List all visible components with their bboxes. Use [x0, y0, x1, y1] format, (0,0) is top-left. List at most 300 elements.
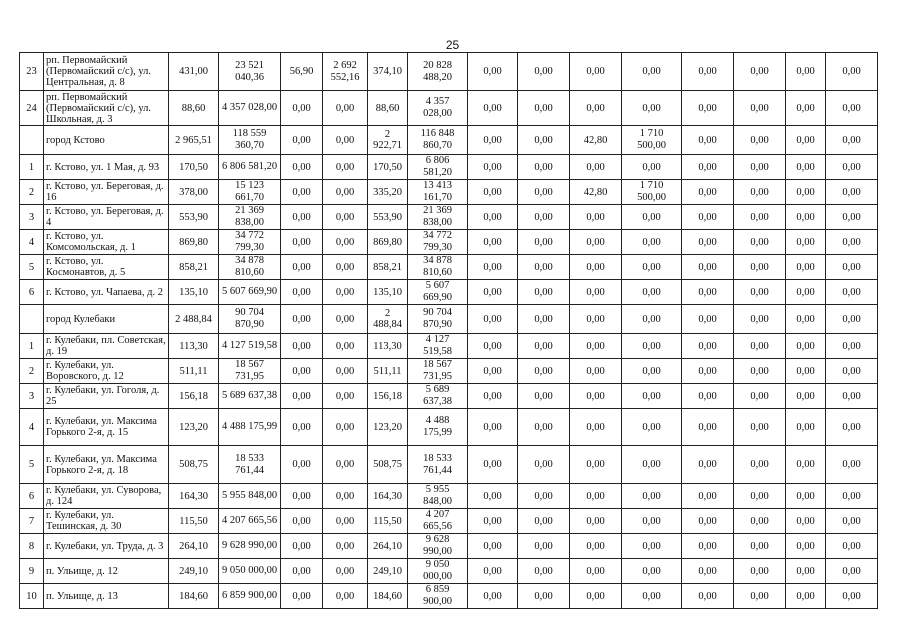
value-cell: 0,00 [570, 484, 622, 509]
row-number-cell: 3 [20, 205, 44, 230]
housing-registry-table [19, 52, 878, 609]
value-cell: 113,30 [368, 334, 408, 359]
value-cell: 0,00 [281, 255, 323, 280]
value-cell: 5 955 848,00 [408, 484, 468, 509]
value-cell: 508,75 [368, 446, 408, 484]
table-row [20, 280, 878, 305]
value-cell: 0,00 [323, 359, 368, 384]
value-cell: 0,00 [826, 305, 878, 334]
value-cell: 15 123 661,70 [219, 180, 281, 205]
table-row [20, 53, 878, 91]
value-cell: 0,00 [518, 409, 570, 446]
value-cell: 0,00 [826, 509, 878, 534]
value-cell: 0,00 [468, 255, 518, 280]
value-cell: 0,00 [826, 91, 878, 126]
value-cell: 0,00 [826, 559, 878, 584]
value-cell: 13 413 161,70 [408, 180, 468, 205]
value-cell: 164,30 [368, 484, 408, 509]
value-cell: 0,00 [281, 155, 323, 180]
value-cell: 0,00 [622, 509, 682, 534]
value-cell: 0,00 [622, 484, 682, 509]
address-cell: г. Кстово, ул. Чапаева, д. 2 [44, 280, 169, 305]
value-cell: 0,00 [570, 334, 622, 359]
value-cell: 0,00 [734, 584, 786, 609]
value-cell: 0,00 [786, 359, 826, 384]
row-number-cell [20, 305, 44, 334]
value-cell: 156,18 [169, 384, 219, 409]
value-cell: 9 628 990,00 [219, 534, 281, 559]
value-cell: 0,00 [682, 180, 734, 205]
address-cell: город Кстово [44, 126, 169, 155]
row-number-cell: 9 [20, 559, 44, 584]
value-cell: 0,00 [734, 534, 786, 559]
value-cell: 0,00 [518, 230, 570, 255]
value-cell: 0,00 [682, 155, 734, 180]
value-cell: 0,00 [682, 334, 734, 359]
value-cell: 378,00 [169, 180, 219, 205]
address-cell: г. Кулебаки, ул. Максима Горького 2-я, д. 18 [44, 446, 169, 484]
value-cell: 0,00 [622, 359, 682, 384]
value-cell: 0,00 [323, 126, 368, 155]
value-cell: 170,50 [169, 155, 219, 180]
value-cell: 0,00 [622, 534, 682, 559]
value-cell: 0,00 [826, 446, 878, 484]
value-cell: 0,00 [622, 91, 682, 126]
value-cell: 123,20 [368, 409, 408, 446]
value-cell: 858,21 [169, 255, 219, 280]
address-cell: город Кулебаки [44, 305, 169, 334]
address-cell: рп. Первомайский (Первомайский с/с), ул. Центральная, д. 8 [44, 53, 169, 91]
value-cell: 431,00 [169, 53, 219, 91]
value-cell: 0,00 [518, 280, 570, 305]
row-number-cell: 1 [20, 334, 44, 359]
value-cell: 0,00 [570, 91, 622, 126]
value-cell: 0,00 [786, 255, 826, 280]
value-cell: 0,00 [826, 534, 878, 559]
value-cell: 0,00 [281, 509, 323, 534]
value-cell: 0,00 [786, 205, 826, 230]
value-cell: 0,00 [826, 384, 878, 409]
address-cell: г. Кулебаки, ул. Суворова, д. 124 [44, 484, 169, 509]
value-cell: 0,00 [281, 534, 323, 559]
value-cell: 0,00 [518, 180, 570, 205]
value-cell: 0,00 [468, 359, 518, 384]
value-cell: 0,00 [323, 584, 368, 609]
value-cell: 264,10 [169, 534, 219, 559]
value-cell: 0,00 [682, 559, 734, 584]
value-cell: 6 806 581,20 [219, 155, 281, 180]
value-cell: 0,00 [786, 126, 826, 155]
row-number-cell: 8 [20, 534, 44, 559]
value-cell: 0,00 [682, 305, 734, 334]
address-cell: г. Кстово, ул. Космонавтов, д. 5 [44, 255, 169, 280]
value-cell: 4 127 519,58 [408, 334, 468, 359]
value-cell: 0,00 [682, 230, 734, 255]
value-cell: 0,00 [682, 53, 734, 91]
value-cell: 0,00 [786, 230, 826, 255]
row-number-cell: 1 [20, 155, 44, 180]
value-cell: 0,00 [323, 509, 368, 534]
value-cell: 2 488,84 [368, 305, 408, 334]
value-cell: 9 050 000,00 [219, 559, 281, 584]
value-cell: 0,00 [518, 384, 570, 409]
value-cell: 4 127 519,58 [219, 334, 281, 359]
value-cell: 869,80 [368, 230, 408, 255]
value-cell: 156,18 [368, 384, 408, 409]
value-cell: 858,21 [368, 255, 408, 280]
value-cell: 0,00 [682, 384, 734, 409]
value-cell: 0,00 [281, 305, 323, 334]
value-cell: 335,20 [368, 180, 408, 205]
value-cell: 0,00 [826, 484, 878, 509]
value-cell: 0,00 [682, 484, 734, 509]
value-cell: 0,00 [323, 255, 368, 280]
address-cell: г. Кулебаки, ул. Максима Горького 2-я, д. 15 [44, 409, 169, 446]
value-cell: 0,00 [281, 91, 323, 126]
row-number-cell: 5 [20, 446, 44, 484]
value-cell: 0,00 [570, 305, 622, 334]
address-cell: п. Ульище, д. 13 [44, 584, 169, 609]
row-number-cell: 4 [20, 409, 44, 446]
value-cell: 0,00 [682, 446, 734, 484]
value-cell: 0,00 [468, 446, 518, 484]
row-number-cell: 7 [20, 509, 44, 534]
value-cell: 115,50 [169, 509, 219, 534]
value-cell: 184,60 [169, 584, 219, 609]
value-cell: 0,00 [518, 255, 570, 280]
value-cell: 0,00 [468, 180, 518, 205]
value-cell: 0,00 [570, 584, 622, 609]
value-cell: 0,00 [682, 255, 734, 280]
value-cell: 0,00 [622, 409, 682, 446]
value-cell: 0,00 [323, 305, 368, 334]
value-cell: 88,60 [169, 91, 219, 126]
value-cell: 0,00 [734, 53, 786, 91]
value-cell: 0,00 [682, 205, 734, 230]
value-cell: 0,00 [786, 334, 826, 359]
value-cell: 0,00 [826, 126, 878, 155]
value-cell: 0,00 [468, 230, 518, 255]
page-number: 25 [445, 38, 460, 52]
value-cell: 0,00 [570, 534, 622, 559]
value-cell: 21 369 838,00 [408, 205, 468, 230]
address-cell: г. Кулебаки, ул. Воровского, д. 12 [44, 359, 169, 384]
value-cell: 0,00 [682, 126, 734, 155]
value-cell: 0,00 [622, 280, 682, 305]
value-cell: 0,00 [323, 155, 368, 180]
value-cell: 0,00 [734, 559, 786, 584]
value-cell: 0,00 [281, 280, 323, 305]
value-cell: 0,00 [281, 126, 323, 155]
row-number-cell: 2 [20, 180, 44, 205]
value-cell: 0,00 [323, 230, 368, 255]
value-cell: 4 357 028,00 [219, 91, 281, 126]
value-cell: 5 689 637,38 [408, 384, 468, 409]
value-cell: 0,00 [826, 230, 878, 255]
value-cell: 0,00 [518, 559, 570, 584]
row-number-cell: 24 [20, 91, 44, 126]
value-cell: 0,00 [826, 280, 878, 305]
value-cell: 0,00 [468, 91, 518, 126]
value-cell: 1 710 500,00 [622, 180, 682, 205]
value-cell: 0,00 [786, 53, 826, 91]
value-cell: 0,00 [622, 255, 682, 280]
value-cell: 0,00 [622, 446, 682, 484]
value-cell: 6 806 581,20 [408, 155, 468, 180]
value-cell: 5 607 669,90 [408, 280, 468, 305]
value-cell: 869,80 [169, 230, 219, 255]
value-cell: 0,00 [622, 155, 682, 180]
value-cell: 0,00 [281, 180, 323, 205]
value-cell: 2 922,71 [368, 126, 408, 155]
value-cell: 0,00 [518, 205, 570, 230]
value-cell: 374,10 [368, 53, 408, 91]
value-cell: 0,00 [570, 53, 622, 91]
table-row [20, 255, 878, 280]
value-cell: 0,00 [734, 180, 786, 205]
value-cell: 264,10 [368, 534, 408, 559]
value-cell: 0,00 [826, 409, 878, 446]
value-cell: 0,00 [468, 205, 518, 230]
value-cell: 0,00 [468, 155, 518, 180]
value-cell: 553,90 [368, 205, 408, 230]
value-cell: 0,00 [622, 584, 682, 609]
value-cell: 9 050 000,00 [408, 559, 468, 584]
table-row [20, 126, 878, 155]
value-cell: 116 848 860,70 [408, 126, 468, 155]
value-cell: 0,00 [786, 155, 826, 180]
value-cell: 0,00 [468, 509, 518, 534]
value-cell: 0,00 [323, 534, 368, 559]
value-cell: 0,00 [734, 334, 786, 359]
value-cell: 1 710 500,00 [622, 126, 682, 155]
table-row [20, 155, 878, 180]
address-cell: рп. Первомайский (Первомайский с/с), ул. Школьная, д. 3 [44, 91, 169, 126]
value-cell: 0,00 [786, 534, 826, 559]
value-cell: 0,00 [622, 53, 682, 91]
value-cell: 4 488 175,99 [219, 409, 281, 446]
value-cell: 0,00 [281, 559, 323, 584]
value-cell: 0,00 [518, 53, 570, 91]
table-row [20, 584, 878, 609]
value-cell: 0,00 [518, 126, 570, 155]
value-cell: 0,00 [786, 484, 826, 509]
address-cell: г. Кулебаки, ул. Тешинская, д. 30 [44, 509, 169, 534]
value-cell: 184,60 [368, 584, 408, 609]
value-cell: 4 357 028,00 [408, 91, 468, 126]
table-row [20, 305, 878, 334]
value-cell: 0,00 [622, 305, 682, 334]
value-cell: 5 955 848,00 [219, 484, 281, 509]
value-cell: 0,00 [468, 409, 518, 446]
value-cell: 0,00 [734, 384, 786, 409]
value-cell: 0,00 [734, 205, 786, 230]
table-row [20, 446, 878, 484]
address-cell: г. Кулебаки, пл. Советская, д. 19 [44, 334, 169, 359]
table-row [20, 334, 878, 359]
address-cell: г. Кулебаки, ул. Гоголя, д. 25 [44, 384, 169, 409]
value-cell: 0,00 [281, 384, 323, 409]
value-cell: 0,00 [323, 91, 368, 126]
row-number-cell: 3 [20, 384, 44, 409]
value-cell: 0,00 [570, 446, 622, 484]
value-cell: 0,00 [786, 180, 826, 205]
value-cell: 0,00 [786, 280, 826, 305]
row-number-cell: 10 [20, 584, 44, 609]
value-cell: 118 559 360,70 [219, 126, 281, 155]
value-cell: 0,00 [518, 584, 570, 609]
value-cell: 249,10 [368, 559, 408, 584]
value-cell: 0,00 [734, 255, 786, 280]
value-cell: 135,10 [368, 280, 408, 305]
value-cell: 5 607 669,90 [219, 280, 281, 305]
value-cell: 0,00 [786, 305, 826, 334]
value-cell: 90 704 870,90 [408, 305, 468, 334]
value-cell: 0,00 [518, 305, 570, 334]
value-cell: 0,00 [281, 409, 323, 446]
row-number-cell: 5 [20, 255, 44, 280]
value-cell: 0,00 [468, 484, 518, 509]
value-cell: 0,00 [734, 446, 786, 484]
table-row [20, 509, 878, 534]
value-cell: 0,00 [468, 384, 518, 409]
value-cell: 0,00 [323, 384, 368, 409]
row-number-cell [20, 126, 44, 155]
value-cell: 0,00 [826, 359, 878, 384]
value-cell: 9 628 990,00 [408, 534, 468, 559]
value-cell: 0,00 [468, 559, 518, 584]
value-cell: 0,00 [734, 484, 786, 509]
value-cell: 553,90 [169, 205, 219, 230]
value-cell: 0,00 [570, 230, 622, 255]
value-cell: 6 859 900,00 [408, 584, 468, 609]
value-cell: 0,00 [570, 255, 622, 280]
value-cell: 135,10 [169, 280, 219, 305]
value-cell: 0,00 [826, 205, 878, 230]
value-cell: 249,10 [169, 559, 219, 584]
value-cell: 0,00 [826, 155, 878, 180]
value-cell: 0,00 [734, 359, 786, 384]
value-cell: 0,00 [734, 155, 786, 180]
value-cell: 0,00 [570, 409, 622, 446]
table-row [20, 534, 878, 559]
value-cell: 0,00 [734, 509, 786, 534]
table-row [20, 180, 878, 205]
value-cell: 0,00 [734, 280, 786, 305]
value-cell: 0,00 [518, 484, 570, 509]
address-cell: г. Кстово, ул. Береговая, д. 4 [44, 205, 169, 230]
value-cell: 0,00 [323, 559, 368, 584]
value-cell: 0,00 [518, 334, 570, 359]
value-cell: 0,00 [281, 446, 323, 484]
value-cell: 34 772 799,30 [408, 230, 468, 255]
table-row [20, 91, 878, 126]
value-cell: 2 965,51 [169, 126, 219, 155]
table-row [20, 384, 878, 409]
value-cell: 0,00 [622, 334, 682, 359]
value-cell: 0,00 [323, 180, 368, 205]
value-cell: 0,00 [786, 584, 826, 609]
value-cell: 0,00 [826, 53, 878, 91]
value-cell: 113,30 [169, 334, 219, 359]
value-cell: 0,00 [281, 584, 323, 609]
value-cell: 23 521 040,36 [219, 53, 281, 91]
value-cell: 0,00 [468, 280, 518, 305]
value-cell: 0,00 [622, 559, 682, 584]
value-cell: 0,00 [468, 584, 518, 609]
table-row [20, 409, 878, 446]
value-cell: 0,00 [281, 334, 323, 359]
value-cell: 0,00 [518, 509, 570, 534]
value-cell: 0,00 [468, 53, 518, 91]
value-cell: 0,00 [682, 509, 734, 534]
value-cell: 0,00 [281, 230, 323, 255]
value-cell: 0,00 [570, 205, 622, 230]
value-cell: 508,75 [169, 446, 219, 484]
value-cell: 18 533 761,44 [408, 446, 468, 484]
row-number-cell: 2 [20, 359, 44, 384]
value-cell: 0,00 [518, 91, 570, 126]
table-row [20, 359, 878, 384]
value-cell: 0,00 [281, 359, 323, 384]
value-cell: 42,80 [570, 180, 622, 205]
value-cell: 0,00 [682, 584, 734, 609]
value-cell: 6 859 900,00 [219, 584, 281, 609]
value-cell: 0,00 [570, 384, 622, 409]
value-cell: 0,00 [682, 359, 734, 384]
value-cell: 0,00 [734, 409, 786, 446]
value-cell: 0,00 [281, 205, 323, 230]
value-cell: 4 207 665,56 [219, 509, 281, 534]
value-cell: 511,11 [169, 359, 219, 384]
value-cell: 0,00 [468, 534, 518, 559]
value-cell: 42,80 [570, 126, 622, 155]
value-cell: 0,00 [682, 534, 734, 559]
value-cell: 0,00 [468, 305, 518, 334]
value-cell: 0,00 [518, 446, 570, 484]
address-cell: г. Кстово, ул. Береговая, д. 16 [44, 180, 169, 205]
value-cell: 0,00 [518, 155, 570, 180]
value-cell: 0,00 [734, 230, 786, 255]
row-number-cell: 6 [20, 280, 44, 305]
value-cell: 0,00 [786, 559, 826, 584]
value-cell: 18 567 731,95 [219, 359, 281, 384]
value-cell: 0,00 [786, 446, 826, 484]
value-cell: 0,00 [622, 384, 682, 409]
value-cell: 0,00 [682, 280, 734, 305]
address-cell: п. Ульище, д. 12 [44, 559, 169, 584]
value-cell: 21 369 838,00 [219, 205, 281, 230]
value-cell: 0,00 [323, 334, 368, 359]
value-cell: 123,20 [169, 409, 219, 446]
value-cell: 34 878 810,60 [408, 255, 468, 280]
value-cell: 0,00 [323, 280, 368, 305]
value-cell: 0,00 [826, 334, 878, 359]
value-cell: 170,50 [368, 155, 408, 180]
address-cell: г. Кулебаки, ул. Труда, д. 3 [44, 534, 169, 559]
value-cell: 18 567 731,95 [408, 359, 468, 384]
row-number-cell: 4 [20, 230, 44, 255]
value-cell: 0,00 [518, 359, 570, 384]
value-cell: 0,00 [323, 205, 368, 230]
value-cell: 20 828 488,20 [408, 53, 468, 91]
value-cell: 0,00 [786, 509, 826, 534]
value-cell: 0,00 [518, 534, 570, 559]
row-number-cell: 6 [20, 484, 44, 509]
address-cell: г. Кстово, ул. 1 Мая, д. 93 [44, 155, 169, 180]
value-cell: 56,90 [281, 53, 323, 91]
value-cell: 0,00 [468, 126, 518, 155]
